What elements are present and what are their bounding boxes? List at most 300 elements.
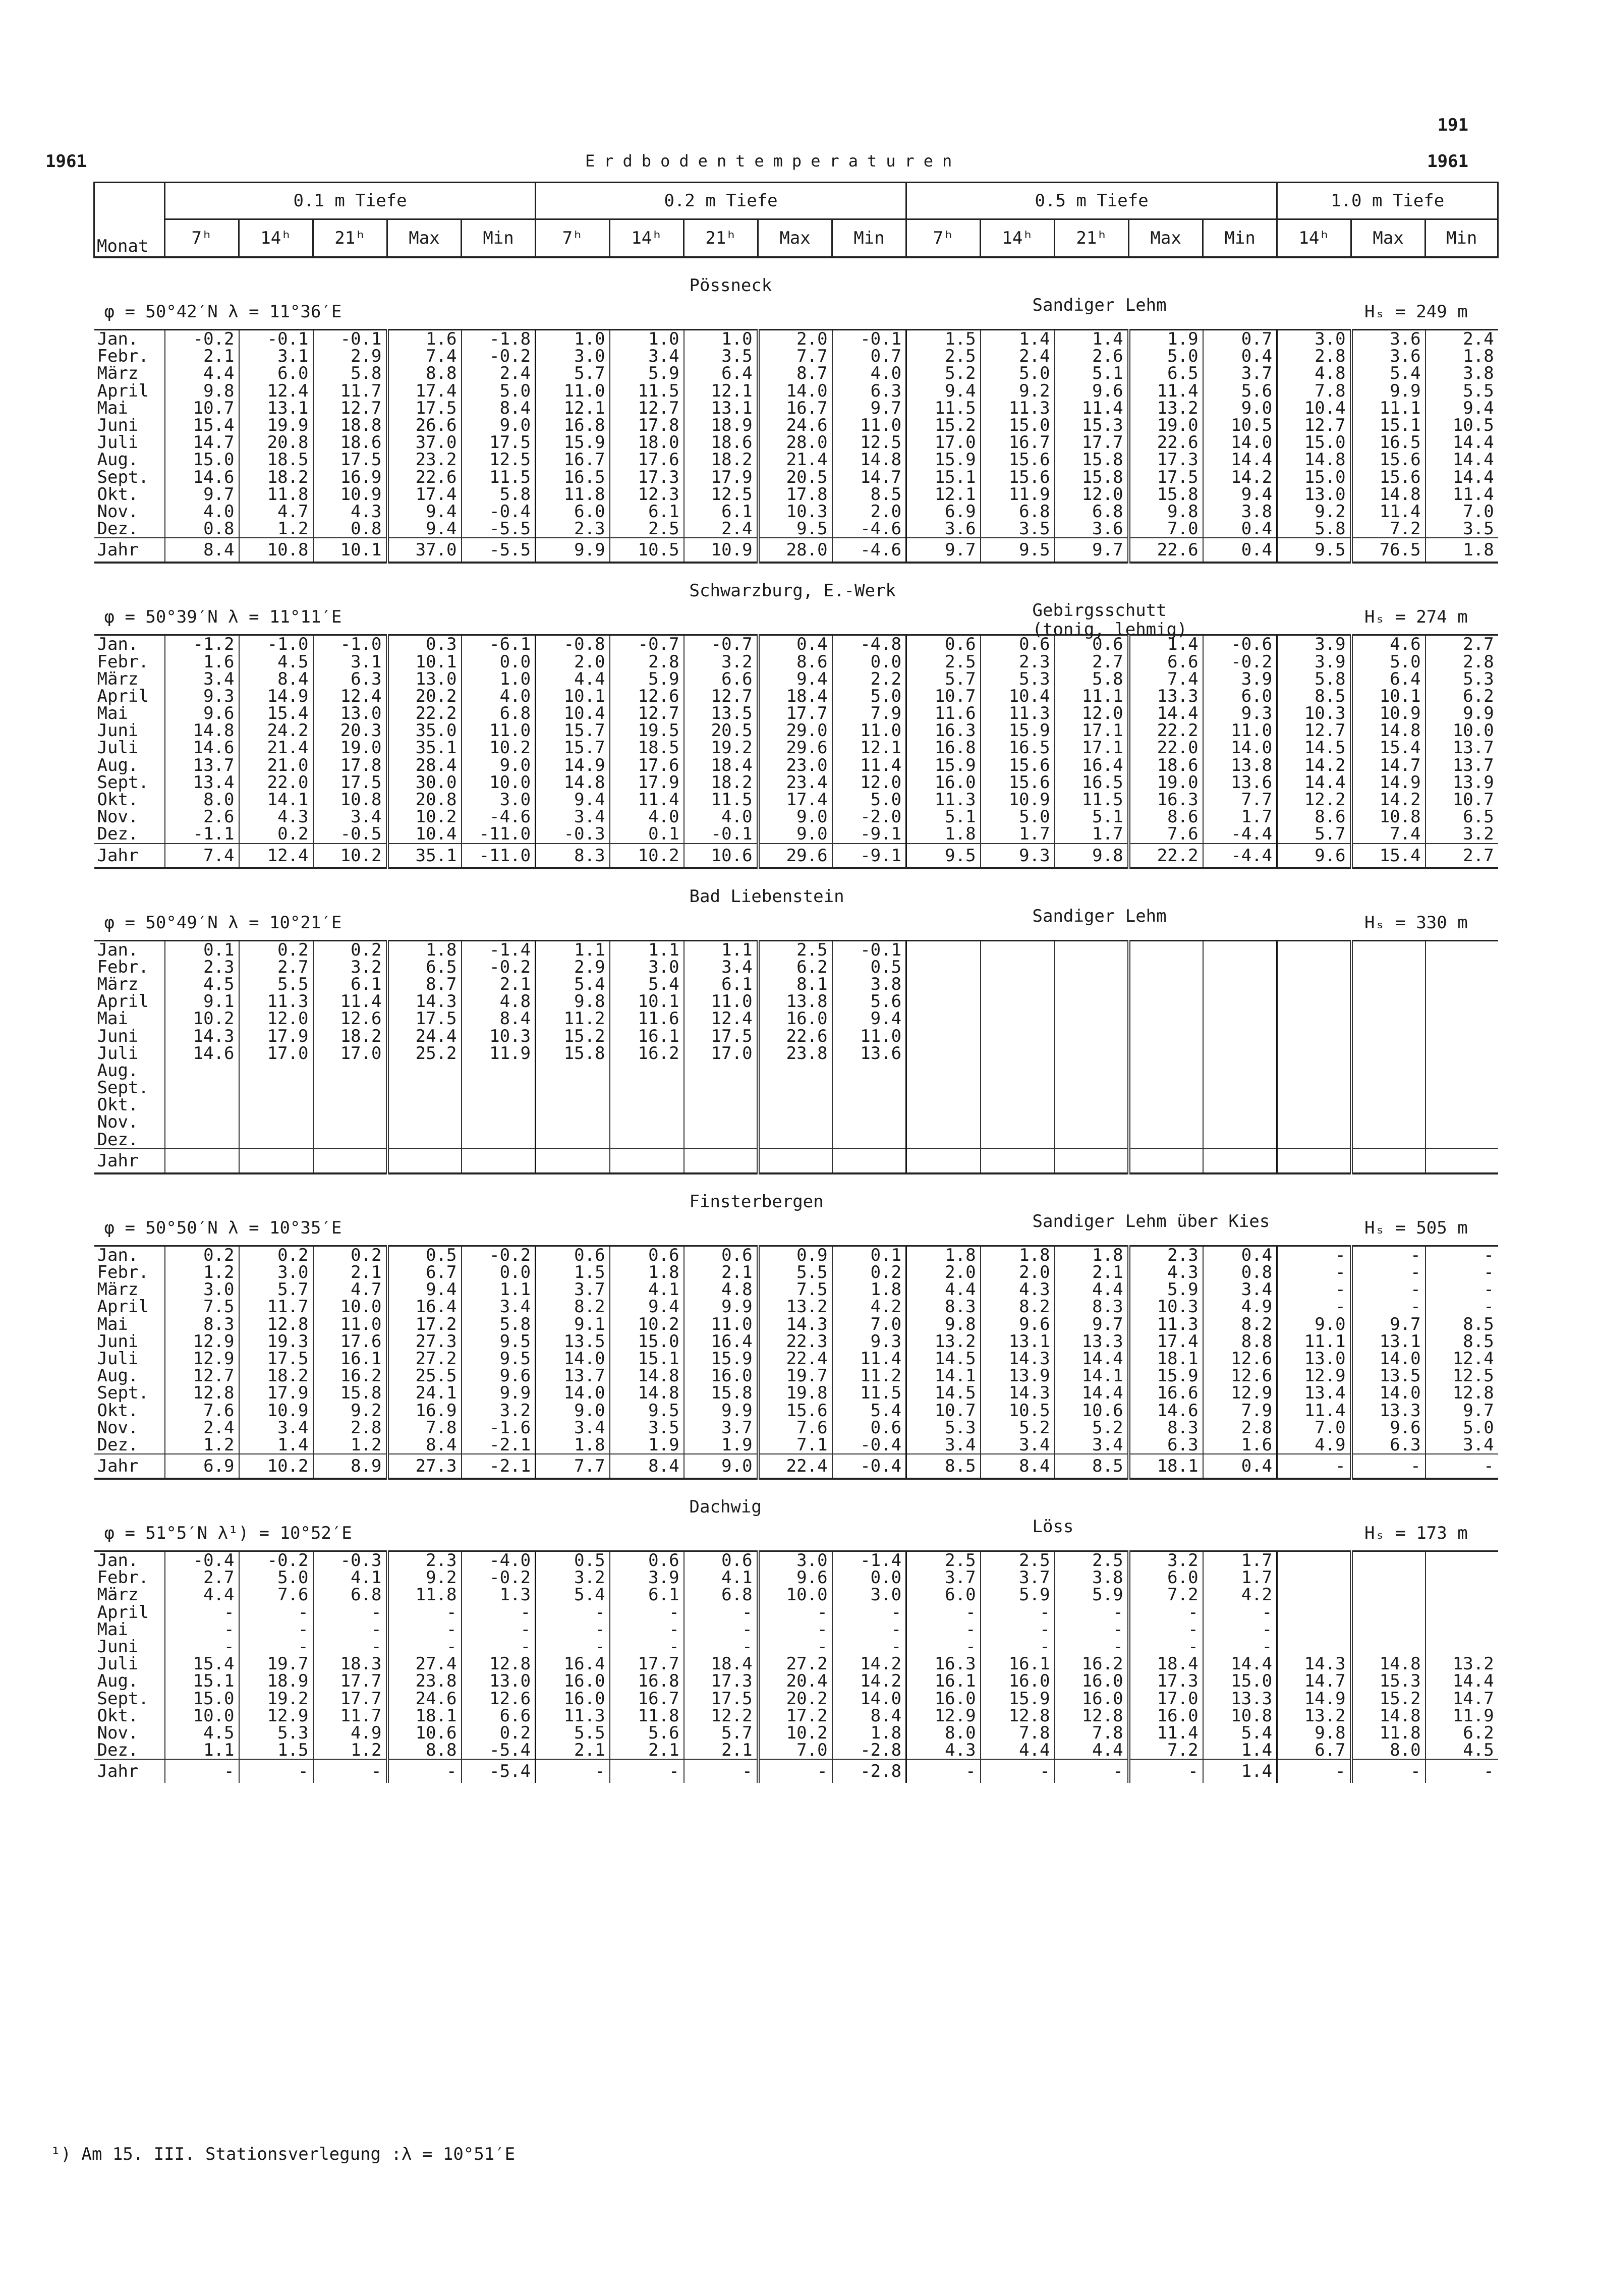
month-row — [94, 739, 1498, 756]
temperature-cell: 10.9 — [1351, 705, 1425, 722]
month-label: Jahr — [94, 538, 165, 563]
temperature-cell: 18.2 — [684, 451, 758, 468]
temperature-cell: -0.2 — [239, 1551, 313, 1570]
col-min: Min — [1203, 219, 1277, 258]
month-label: Jahr — [94, 1454, 165, 1479]
annual-row — [94, 1149, 1498, 1173]
month-label: Aug. — [97, 1366, 139, 1386]
temperature-cell: 4.6 — [1351, 635, 1425, 653]
temperature-cell: 8.6 — [1277, 808, 1351, 825]
temperature-cell: 13.1 — [1351, 1333, 1425, 1350]
year-right: 1961 — [1427, 151, 1468, 172]
temperature-cell: 4.1 — [684, 1569, 758, 1586]
temperature-cell: 12.4 — [1425, 1350, 1498, 1367]
temperature-cell: 12.8 — [1055, 1707, 1129, 1724]
temperature-cell: 17.3 — [1129, 1672, 1203, 1690]
temperature-cell: - — [313, 1759, 387, 1783]
temperature-cell: 9.3 — [832, 1333, 906, 1350]
temperature-cell — [1203, 1062, 1277, 1079]
month-label: Sept. — [97, 1078, 149, 1098]
temperature-cell — [1351, 1096, 1425, 1113]
temperature-cell: 0.1 — [165, 940, 239, 959]
temperature-cell: 0.6 — [684, 1246, 758, 1264]
temperature-cell: 35.1 — [387, 739, 462, 756]
temperature-cell — [1129, 1131, 1203, 1149]
soil-type-line: Gebirgsschutt — [1032, 600, 1167, 621]
temperature-cell: 4.0 — [684, 808, 758, 825]
month-label: Nov. — [97, 1722, 139, 1743]
temperature-cell: 4.0 — [832, 365, 906, 382]
temperature-cell — [1277, 1621, 1351, 1638]
temperature-cell: 7.4 — [1129, 670, 1203, 688]
temperature-cell: 9.4 — [1425, 400, 1498, 417]
temperature-cell: 3.6 — [906, 520, 981, 538]
temperature-cell: 14.6 — [1129, 1402, 1203, 1419]
temperature-cell — [1351, 1604, 1425, 1621]
temperature-cell: -0.4 — [832, 1454, 906, 1479]
temperature-cell: 11.7 — [239, 1298, 313, 1315]
station-coordinates: φ = 50°42′N λ = 11°36′E — [104, 302, 342, 322]
temperature-cell: 14.0 — [1351, 1384, 1425, 1402]
temperature-cell: 19.2 — [684, 739, 758, 756]
temperature-cell: 15.2 — [906, 417, 981, 434]
station-header — [94, 1192, 1498, 1245]
month-row — [94, 1707, 1498, 1724]
temperature-cell: 9.7 — [906, 538, 981, 563]
temperature-cell: 12.9 — [165, 1333, 239, 1350]
month-row — [94, 1096, 1498, 1113]
temperature-cell: 2.7 — [239, 959, 313, 976]
temperature-cell: 0.0 — [462, 653, 536, 670]
temperature-cell: 24.4 — [387, 1027, 462, 1044]
temperature-cell — [1055, 1010, 1129, 1027]
temperature-cell: 9.0 — [758, 825, 832, 843]
temperature-cell: 37.0 — [387, 434, 462, 451]
temperature-cell: 8.6 — [758, 653, 832, 670]
temperature-cell: 8.9 — [313, 1454, 387, 1479]
temperature-cell: - — [758, 1638, 832, 1655]
temperature-cell: 0.1 — [610, 825, 684, 843]
temperature-cell: 17.5 — [462, 434, 536, 451]
temperature-cell: 18.2 — [684, 774, 758, 791]
temperature-cell — [1351, 993, 1425, 1010]
temperature-cell: 0.0 — [462, 1264, 536, 1281]
temperature-cell: 3.2 — [313, 959, 387, 976]
temperature-cell — [1351, 1149, 1425, 1173]
temperature-cell: 3.4 — [536, 1419, 610, 1436]
temperature-cell: 8.5 — [1425, 1333, 1498, 1350]
temperature-cell: 9.7 — [1425, 1402, 1498, 1419]
temperature-cell: 11.0 — [684, 1316, 758, 1333]
temperature-cell: 17.3 — [1129, 451, 1203, 468]
station-header — [94, 886, 1498, 940]
temperature-cell: 11.4 — [832, 757, 906, 774]
temperature-cell — [981, 1079, 1055, 1096]
temperature-cell: 7.8 — [981, 1724, 1055, 1742]
temperature-cell — [981, 976, 1055, 993]
temperature-cell: - — [981, 1638, 1055, 1655]
temperature-cell: -1.4 — [462, 940, 536, 959]
temperature-cell — [758, 1131, 832, 1149]
temperature-cell: 18.9 — [239, 1672, 313, 1690]
month-label: Jahr — [94, 1149, 165, 1173]
temperature-cell: 9.0 — [1203, 400, 1277, 417]
temperature-cell — [906, 1062, 981, 1079]
month-label: Mai — [97, 703, 128, 724]
temperature-cell: 4.7 — [239, 503, 313, 520]
temperature-cell: 7.9 — [1203, 1402, 1277, 1419]
month-label: April — [97, 1297, 149, 1317]
temperature-cell: 14.2 — [1277, 757, 1351, 774]
col-21h: 21ʰ — [684, 219, 758, 258]
temperature-cell: - — [239, 1621, 313, 1638]
temperature-cell — [313, 1096, 387, 1113]
temperature-cell: 9.5 — [462, 1333, 536, 1350]
temperature-cell: 4.4 — [906, 1281, 981, 1298]
temperature-cell: -0.4 — [165, 1551, 239, 1570]
temperature-cell: - — [1425, 1759, 1498, 1783]
temperature-cell: 12.7 — [1277, 417, 1351, 434]
temperature-cell: 4.5 — [165, 1724, 239, 1742]
temperature-cell — [1351, 1586, 1425, 1603]
temperature-cell: 14.8 — [1351, 1655, 1425, 1672]
temperature-cell: 4.9 — [313, 1724, 387, 1742]
temperature-cell: 2.8 — [1277, 348, 1351, 365]
temperature-cell — [1425, 1010, 1498, 1027]
temperature-cell: 0.5 — [832, 959, 906, 976]
temperature-cell: 11.5 — [462, 469, 536, 486]
temperature-cell: 16.1 — [981, 1655, 1055, 1672]
temperature-cell: -0.2 — [462, 1569, 536, 1586]
temperature-cell: 19.7 — [239, 1655, 313, 1672]
month-row — [94, 1264, 1498, 1281]
temperature-cell: 10.6 — [387, 1724, 462, 1742]
temperature-cell: 14.4 — [1055, 1350, 1129, 1367]
temperature-cell: 15.9 — [906, 451, 981, 468]
temperature-cell: -1.1 — [165, 825, 239, 843]
month-label: März — [97, 668, 139, 689]
temperature-cell: 23.8 — [758, 1045, 832, 1062]
temperature-cell: 6.6 — [462, 1707, 536, 1724]
temperature-cell — [462, 1096, 536, 1113]
temperature-cell: 12.7 — [165, 1367, 239, 1384]
temperature-cell: - — [462, 1621, 536, 1638]
temperature-cell — [832, 1149, 906, 1173]
temperature-cell: 10.0 — [1425, 722, 1498, 739]
temperature-cell: 11.4 — [1055, 400, 1129, 417]
temperature-cell — [610, 1062, 684, 1079]
temperature-cell: 13.7 — [165, 757, 239, 774]
temperature-cell: 7.6 — [1129, 825, 1203, 843]
temperature-cell: 14.1 — [1055, 1367, 1129, 1384]
month-label: Febr. — [97, 346, 149, 367]
temperature-cell: 7.5 — [758, 1281, 832, 1298]
temperature-cell — [1203, 1113, 1277, 1131]
temperature-cell: 1.9 — [610, 1436, 684, 1454]
temperature-cell: 22.6 — [758, 1027, 832, 1044]
temperature-cell: 13.9 — [981, 1367, 1055, 1384]
temperature-cell: 16.7 — [981, 434, 1055, 451]
temperature-cell: 1.8 — [1425, 348, 1498, 365]
temperature-cell: 15.6 — [1351, 451, 1425, 468]
temperature-cell: 9.4 — [832, 1010, 906, 1027]
month-row — [94, 1062, 1498, 1079]
temperature-cell: 14.6 — [165, 739, 239, 756]
temperature-cell: 4.3 — [239, 808, 313, 825]
temperature-cell: 14.3 — [981, 1350, 1055, 1367]
temperature-cell: 6.6 — [684, 670, 758, 688]
temperature-cell: 12.8 — [239, 1316, 313, 1333]
temperature-cell: 17.1 — [1055, 739, 1129, 756]
soil-temperature-table — [93, 182, 1499, 1783]
annual-row — [94, 844, 1498, 868]
temperature-cell: 7.4 — [387, 348, 462, 365]
temperature-cell: 14.8 — [610, 1367, 684, 1384]
month-row — [94, 1569, 1498, 1586]
temperature-cell: 12.6 — [313, 1010, 387, 1027]
temperature-cell: 6.6 — [1129, 653, 1203, 670]
soil-type — [1033, 1517, 1074, 1536]
temperature-cell: - — [1203, 1604, 1277, 1621]
temperature-cell — [536, 1149, 610, 1173]
temperature-cell: 0.6 — [832, 1419, 906, 1436]
station-name: Bad Liebenstein — [689, 886, 844, 907]
temperature-cell: 13.6 — [1203, 774, 1277, 791]
temperature-cell: - — [1425, 1454, 1498, 1479]
temperature-cell: 16.1 — [313, 1350, 387, 1367]
temperature-cell: 19.2 — [239, 1690, 313, 1707]
temperature-cell: 1.0 — [536, 330, 610, 348]
temperature-cell: 17.4 — [387, 382, 462, 400]
temperature-cell: 21.4 — [239, 739, 313, 756]
temperature-cell: 7.1 — [758, 1436, 832, 1454]
temperature-cell: 8.4 — [462, 1010, 536, 1027]
temperature-cell: 17.0 — [1129, 1690, 1203, 1707]
temperature-cell: 1.8 — [610, 1264, 684, 1281]
temperature-cell: 11.4 — [1129, 382, 1203, 400]
temperature-cell: 16.6 — [1129, 1384, 1203, 1402]
temperature-cell: 5.6 — [832, 993, 906, 1010]
temperature-cell: 22.2 — [1129, 722, 1203, 739]
temperature-cell — [981, 993, 1055, 1010]
temperature-cell: 18.8 — [313, 417, 387, 434]
temperature-cell: 14.1 — [239, 791, 313, 808]
temperature-cell: 8.2 — [981, 1298, 1055, 1315]
separator-cell — [94, 1173, 1498, 1192]
temperature-cell — [981, 1096, 1055, 1113]
temperature-cell: 16.3 — [906, 1655, 981, 1672]
soil-type — [1033, 296, 1167, 315]
temperature-cell: 11.8 — [610, 1707, 684, 1724]
temperature-cell: 1.6 — [387, 330, 462, 348]
temperature-cell: 1.4 — [1055, 330, 1129, 348]
temperature-cell: 3.7 — [981, 1569, 1055, 1586]
temperature-cell: 11.0 — [536, 382, 610, 400]
temperature-cell — [387, 1149, 462, 1173]
temperature-cell: 4.0 — [610, 808, 684, 825]
temperature-cell: 10.0 — [313, 1298, 387, 1315]
temperature-cell — [1203, 1131, 1277, 1149]
temperature-cell: 0.2 — [832, 1264, 906, 1281]
station-header — [94, 1497, 1498, 1550]
temperature-cell: 24.2 — [239, 722, 313, 739]
temperature-cell: 17.6 — [313, 1333, 387, 1350]
month-label: Juli — [97, 1654, 139, 1674]
temperature-cell: -2.1 — [462, 1454, 536, 1479]
temperature-cell: 14.5 — [906, 1384, 981, 1402]
temperature-cell — [1129, 1113, 1203, 1131]
temperature-cell: 6.1 — [610, 503, 684, 520]
temperature-cell: 6.0 — [1203, 688, 1277, 705]
temperature-cell: 27.2 — [758, 1655, 832, 1672]
temperature-cell: 6.2 — [758, 959, 832, 976]
temperature-cell: - — [1277, 1759, 1351, 1783]
temperature-cell — [906, 1045, 981, 1062]
month-row — [94, 940, 1498, 959]
temperature-cell: 16.0 — [684, 1367, 758, 1384]
temperature-cell: - — [387, 1759, 462, 1783]
temperature-cell: 14.0 — [1203, 434, 1277, 451]
temperature-cell: 6.3 — [832, 382, 906, 400]
temperature-cell: 2.5 — [610, 520, 684, 538]
temperature-cell: - — [165, 1638, 239, 1655]
temperature-cell: 7.0 — [1277, 1419, 1351, 1436]
temperature-cell — [165, 1079, 239, 1096]
month-label: März — [97, 1585, 139, 1605]
temperature-cell: 14.2 — [832, 1672, 906, 1690]
temperature-cell: 14.7 — [1351, 757, 1425, 774]
temperature-cell: 14.4 — [1055, 1384, 1129, 1402]
temperature-cell — [1277, 1096, 1351, 1113]
temperature-cell: 5.8 — [1277, 520, 1351, 538]
temperature-cell: 37.0 — [387, 538, 462, 563]
temperature-cell — [1277, 1045, 1351, 1062]
temperature-cell: 1.9 — [684, 1436, 758, 1454]
temperature-cell: 9.2 — [387, 1569, 462, 1586]
temperature-cell: 14.0 — [1351, 1350, 1425, 1367]
temperature-cell: 9.5 — [1277, 538, 1351, 563]
temperature-cell — [1277, 1113, 1351, 1131]
temperature-cell: 8.5 — [832, 486, 906, 503]
temperature-cell — [1129, 1096, 1203, 1113]
temperature-cell: 19.0 — [313, 739, 387, 756]
temperature-cell: 9.8 — [1277, 1724, 1351, 1742]
temperature-cell: 3.0 — [462, 791, 536, 808]
temperature-cell: 2.0 — [832, 503, 906, 520]
month-label: Febr. — [97, 651, 149, 672]
temperature-cell — [906, 1131, 981, 1149]
temperature-cell: 21.4 — [758, 451, 832, 468]
temperature-cell — [239, 1062, 313, 1079]
temperature-cell: 0.1 — [832, 1246, 906, 1264]
separator-cell — [94, 1479, 1498, 1497]
temperature-cell: 8.4 — [387, 1436, 462, 1454]
temperature-cell: 12.1 — [906, 486, 981, 503]
temperature-cell: 14.4 — [1425, 434, 1498, 451]
temperature-cell: 12.8 — [462, 1655, 536, 1672]
month-row — [94, 976, 1498, 993]
station-elevation: Hₛ = 274 m — [1364, 607, 1468, 628]
temperature-cell: - — [1203, 1621, 1277, 1638]
temperature-cell: 3.0 — [239, 1264, 313, 1281]
temperature-cell: 15.9 — [684, 1350, 758, 1367]
month-label: Jan. — [97, 1245, 139, 1265]
month-row — [94, 1436, 1498, 1454]
temperature-cell: 3.8 — [832, 976, 906, 993]
temperature-cell: -1.6 — [462, 1419, 536, 1436]
temperature-cell: 1.4 — [1129, 635, 1203, 653]
temperature-cell: 2.1 — [684, 1264, 758, 1281]
temperature-cell — [387, 1131, 462, 1149]
temperature-cell: 15.1 — [1351, 417, 1425, 434]
temperature-cell: 20.8 — [387, 791, 462, 808]
temperature-cell: 6.8 — [684, 1586, 758, 1603]
month-label: Jahr — [94, 1759, 165, 1783]
temperature-cell: 5.4 — [1203, 1724, 1277, 1742]
temperature-cell: - — [165, 1604, 239, 1621]
col-14h: 14ʰ — [981, 219, 1055, 258]
temperature-cell: 9.9 — [1425, 705, 1498, 722]
temperature-cell: 14.3 — [165, 1027, 239, 1044]
temperature-cell: 15.0 — [165, 451, 239, 468]
temperature-cell: 1.2 — [165, 1264, 239, 1281]
temperature-cell: 8.3 — [906, 1298, 981, 1315]
temperature-cell: 11.1 — [1277, 1333, 1351, 1350]
temperature-cell: 10.5 — [1203, 417, 1277, 434]
temperature-cell: 3.4 — [165, 670, 239, 688]
temperature-cell: 18.5 — [239, 451, 313, 468]
temperature-cell: 14.9 — [1277, 1690, 1351, 1707]
temperature-cell: 15.0 — [1277, 434, 1351, 451]
temperature-cell: - — [684, 1759, 758, 1783]
temperature-cell: -0.2 — [1203, 653, 1277, 670]
month-label: Aug. — [97, 755, 139, 775]
temperature-cell: 5.2 — [1055, 1419, 1129, 1436]
temperature-cell: 8.7 — [387, 976, 462, 993]
temperature-cell: 3.2 — [684, 653, 758, 670]
temperature-cell: 26.6 — [387, 417, 462, 434]
temperature-cell: 18.9 — [684, 417, 758, 434]
temperature-cell: 8.4 — [239, 670, 313, 688]
month-label: Okt. — [97, 484, 139, 505]
temperature-cell: 0.4 — [1203, 348, 1277, 365]
temperature-cell: 16.3 — [906, 722, 981, 739]
temperature-cell: 18.6 — [1129, 757, 1203, 774]
temperature-cell: 9.5 — [610, 1402, 684, 1419]
temperature-cell: 8.5 — [1055, 1454, 1129, 1479]
temperature-cell — [1055, 1149, 1129, 1173]
temperature-cell: 14.8 — [536, 774, 610, 791]
month-row — [94, 348, 1498, 365]
month-row — [94, 653, 1498, 670]
temperature-cell: 3.2 — [462, 1402, 536, 1419]
temperature-cell: - — [684, 1621, 758, 1638]
temperature-cell — [165, 1096, 239, 1113]
temperature-cell: 17.0 — [906, 434, 981, 451]
temperature-cell: 9.8 — [906, 1316, 981, 1333]
temperature-cell: 18.6 — [684, 434, 758, 451]
month-label: Aug. — [97, 1060, 139, 1081]
month-row — [94, 1333, 1498, 1350]
temperature-cell: 9.2 — [313, 1402, 387, 1419]
temperature-cell: 16.5 — [1351, 434, 1425, 451]
temperature-cell — [1277, 1638, 1351, 1655]
temperature-cell — [1351, 1045, 1425, 1062]
station-elevation: Hₛ = 330 m — [1364, 912, 1468, 933]
temperature-cell: 4.5 — [239, 653, 313, 670]
temperature-cell: 10.1 — [536, 688, 610, 705]
temperature-cell: 9.4 — [610, 1298, 684, 1315]
